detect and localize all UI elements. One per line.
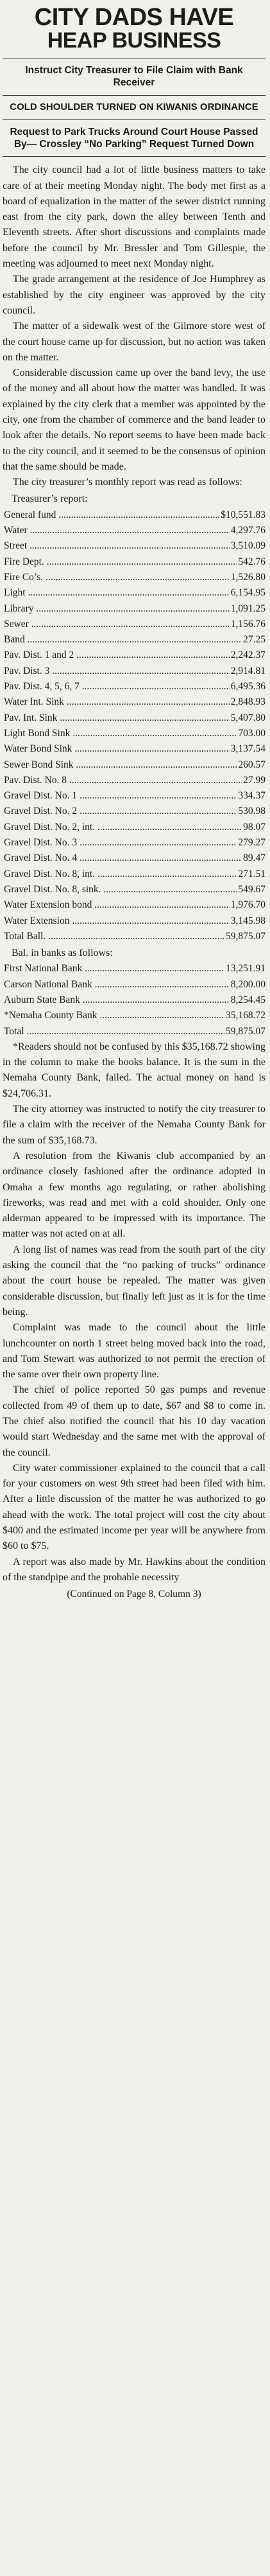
banks-title: Bal. in banks as follows: <box>12 948 113 959</box>
ledger-row <box>3 867 266 882</box>
row-amount: 1,091.25 <box>230 603 266 614</box>
row-amount: 279.27 <box>238 837 266 849</box>
ledger-row <box>3 757 266 773</box>
row-label: Band ..... <box>4 632 242 648</box>
row-label: Light ..... <box>4 585 230 601</box>
row-amount: 8,254.45 <box>230 994 266 1005</box>
article-paragraph: The city attorney was instructed to notify the city treasurer to file a claim with the receiver of the Nemaha County Bank for the sum of $35,168.73. <box>3 1104 266 1146</box>
row-amount: $10,551.83 <box>221 509 266 520</box>
continued-note: (Continued on Page 8, Column 3) <box>67 1589 201 1600</box>
ledger-row <box>3 570 266 585</box>
row-amount: 334.37 <box>238 790 266 802</box>
row-label: Fire Co’s. ..... <box>4 570 230 585</box>
total-balance-row <box>3 929 266 944</box>
body-paragraphs-a <box>3 163 266 490</box>
row-label: Water ..... <box>4 523 230 538</box>
row-amount: 1,156.76 <box>230 618 266 630</box>
row-amount: 542.76 <box>238 556 266 567</box>
row-label: Gravel Dist. No. 3 ..... <box>4 835 237 851</box>
ledger-row <box>3 694 266 710</box>
row-label: Library ..... <box>4 601 230 617</box>
row-label: Pav. Dist. 3 ..... <box>4 664 230 679</box>
row-amount: 6,154.95 <box>230 587 266 599</box>
row-amount: 1,976.70 <box>230 899 266 911</box>
row-amount: 13,251.91 <box>226 963 266 975</box>
article-paragraph: The chief of police reported 50 gas pumps and revenue collected from 49 of them up to date, $67 and $8 to come in. The chief also notified the council that his 10 day vacation would start Wednesday and the same met with the approval of the council. <box>3 1384 266 1458</box>
body-paragraphs-b <box>3 1039 266 1585</box>
row-label: First National Bank ..... <box>4 961 224 976</box>
ledger-row <box>3 897 266 913</box>
ledger-row <box>3 851 266 866</box>
ledger-row <box>3 882 266 897</box>
row-label: Street ..... <box>4 538 230 554</box>
row-amount: 2,242.37 <box>230 649 266 661</box>
article-paragraph: *Readers should not be confused by this $35,168.72 showing in the column to make the books balance. It is the sum in the Nemaha County Bank, failed. The actual money on hand is $24,706.31. <box>3 1041 266 1099</box>
row-amount: 3,510.09 <box>230 540 266 552</box>
ledger-row <box>3 961 266 976</box>
ledger-row <box>3 664 266 679</box>
article-paragraph: The grade arrangement at the residence of Joe Humphrey as established by the city engineer was approved by the city council. <box>3 274 266 316</box>
row-label: Water Extension ..... <box>4 913 230 929</box>
divider <box>3 95 266 96</box>
ledger-row <box>3 601 266 617</box>
row-amount: 89.47 <box>243 852 266 864</box>
row-amount: 98.07 <box>243 821 266 833</box>
ledger-row <box>3 710 266 726</box>
ledger-row <box>3 1008 266 1023</box>
row-amount: 530.98 <box>238 806 266 817</box>
row-label: Pav. Int. Sink ..... <box>4 710 230 726</box>
row-label: Auburn State Bank ..... <box>4 992 230 1008</box>
row-label: Sewer ..... <box>4 617 230 632</box>
row-amount: 271.51 <box>238 868 266 879</box>
deck-2: COLD SHOULDER TURNED ON KIWANIS ORDINANCE <box>10 101 258 112</box>
article-paragraph: The city council had a lot of little business matters to take care of at their meeting Monday night. The body met first as a board of equalization in the matter of the sewer district running east from the city park, down the alley between Tenth and Eleventh streets. After short discussions and complaints made before the council by Mr. Bressler and Tom Gillespie, the meeting was adjourned to meet next Monday night. <box>3 164 266 270</box>
treasurer-fund-list <box>3 507 266 929</box>
ledger-row <box>3 773 266 788</box>
row-label: Total ..... <box>4 1024 224 1039</box>
row-label: General fund ..... <box>4 507 219 523</box>
row-amount: 3,137.54 <box>230 743 266 755</box>
article-paragraph: Considerable discussion came up over the band levy, the use of the money and all about how the matter was handled. It was explained by the city clerk that a member was appointed by the city, one from the chamber of commerce and the band leader to look after the details. No report seems to have been made back to the city council, and it seemed to be the consensus of opinion that the same should be made. <box>3 367 266 472</box>
row-amount: 59,875.07 <box>226 1025 266 1037</box>
row-amount: 8,200.00 <box>230 978 266 990</box>
row-label: Pav. Dist. 1 and 2 ..... <box>4 648 230 663</box>
row-label: *Nemaha County Bank ..... <box>4 1008 224 1023</box>
ledger-row <box>3 538 266 554</box>
article-paragraph: City water commissioner explained to the council that a call for your customers on west 9th street had been filed with him. After a little discussion of the matter he was authorized to go ahead with the work. The total project will cost the city about $400 and the estimated income per year will be anywhere from $60 to $75. <box>3 1462 266 1552</box>
ledger-row <box>3 507 266 523</box>
row-amount: 35,168.72 <box>226 1010 266 1021</box>
row-label: Pav. Dist. No. 8 ..... <box>4 773 242 788</box>
row-label: Sewer Bond Sink ..... <box>4 757 237 773</box>
article-paragraph: A report was also made by Mr. Hawkins about the condition of the standpipe and the probable necessity <box>3 1556 266 1583</box>
row-amount: 27.25 <box>243 634 266 646</box>
article-paragraph: Complaint was made to the council about the little lunchcounter on north 1 street being moved back into the road, and Tom Stewart was authorized to not permit the erection of the same over their own property line. <box>3 1322 266 1381</box>
ledger-row <box>3 977 266 992</box>
article-paragraph: The matter of a sidewalk west of the Gilmore store west of the court house came up for discussion, but no action was taken on the matter. <box>3 321 266 363</box>
row-amount: 27.99 <box>243 774 266 786</box>
row-label: Fire Dept. ..... <box>4 554 237 570</box>
ledger-row <box>3 913 266 929</box>
row-label: Carson National Bank ..... <box>4 977 230 992</box>
row-label: Gravel Dist. No. 2, int. ..... <box>4 820 242 835</box>
row-amount: 59,875.07 <box>226 930 266 942</box>
row-amount: 703.00 <box>238 727 266 739</box>
headline-line-1: CITY DADS HAVE <box>34 4 234 31</box>
ledger-row <box>3 741 266 757</box>
bank-list <box>3 961 266 1023</box>
divider <box>3 119 266 120</box>
row-label: Light Bond Sink ..... <box>4 726 237 741</box>
row-label: Water Extension bond ..... <box>4 897 230 913</box>
row-label: Pav. Dist. 4, 5, 6, 7 ..... <box>4 679 230 694</box>
row-amount: 549.67 <box>238 883 266 895</box>
row-amount: 1,526.80 <box>230 571 266 583</box>
row-amount: 2,848.93 <box>230 696 266 708</box>
row-amount: 3,145.98 <box>230 915 266 926</box>
divider <box>3 156 266 157</box>
treasurer-report-title: Treasurer’s report: <box>12 493 88 505</box>
row-label: Gravel Dist. No. 4 ..... <box>4 851 242 866</box>
article-paragraph: A long list of names was read from the south part of the city asking the council that the “no parking of trucks” ordinance about the court house be repealed. The matter was given considerable discussion, but finally left just as it is for the time being. <box>3 1244 266 1318</box>
ledger-row <box>3 788 266 804</box>
news-article <box>3 5 266 1603</box>
ledger-row <box>3 992 266 1008</box>
ledger-row <box>3 554 266 570</box>
row-amount: 2,914.81 <box>230 665 266 676</box>
row-label: Gravel Dist. No. 8, sink. ..... <box>4 882 237 897</box>
row-label: Gravel Dist. No. 1 ..... <box>4 788 237 804</box>
row-amount: 5,407.80 <box>230 712 266 723</box>
headline-line-2: HEAP BUSINESS <box>47 28 221 53</box>
ledger-row <box>3 523 266 538</box>
ledger-row <box>3 820 266 835</box>
row-label: Gravel Dist. No. 8, int. ..... <box>4 867 237 882</box>
ledger-row <box>3 632 266 648</box>
article-paragraph: The city treasurer’s monthly report was read as follows: <box>13 477 242 488</box>
deck-3: Request to Park Trucks Around Court House Passed By— Crossley “No Parking” Request Turned Down <box>10 126 258 150</box>
ledger-row <box>3 585 266 601</box>
row-amount: 260.57 <box>238 759 266 770</box>
ledger-row <box>3 726 266 741</box>
grand-total-row <box>3 1024 266 1039</box>
row-amount: 6,495.36 <box>230 681 266 693</box>
ledger-row <box>3 804 266 819</box>
deck-1: Instruct City Treasurer to File Claim with Bank Receiver <box>25 65 243 89</box>
row-label: Gravel Dist. No. 2 ..... <box>4 804 237 819</box>
row-label: Water Bond Sink ..... <box>4 741 230 757</box>
ledger-row <box>3 835 266 851</box>
ledger-row <box>3 679 266 694</box>
article-paragraph: A resolution from the Kiwanis club accompanied by an ordinance closely fashioned after the ordinance adopted in Omaha a few months ago regulating, or rather abolishing fireworks, was read and met with a cold shoulder. Only one alderman appeared to be impressed with its importance. The matter was not acted on at all. <box>3 1150 266 1240</box>
ledger-row <box>3 648 266 663</box>
row-label: Water Int. Sink ..... <box>4 694 230 710</box>
row-label: Total Ball. ..... <box>4 929 224 944</box>
row-amount: 4,297.76 <box>230 525 266 536</box>
ledger-row <box>3 617 266 632</box>
